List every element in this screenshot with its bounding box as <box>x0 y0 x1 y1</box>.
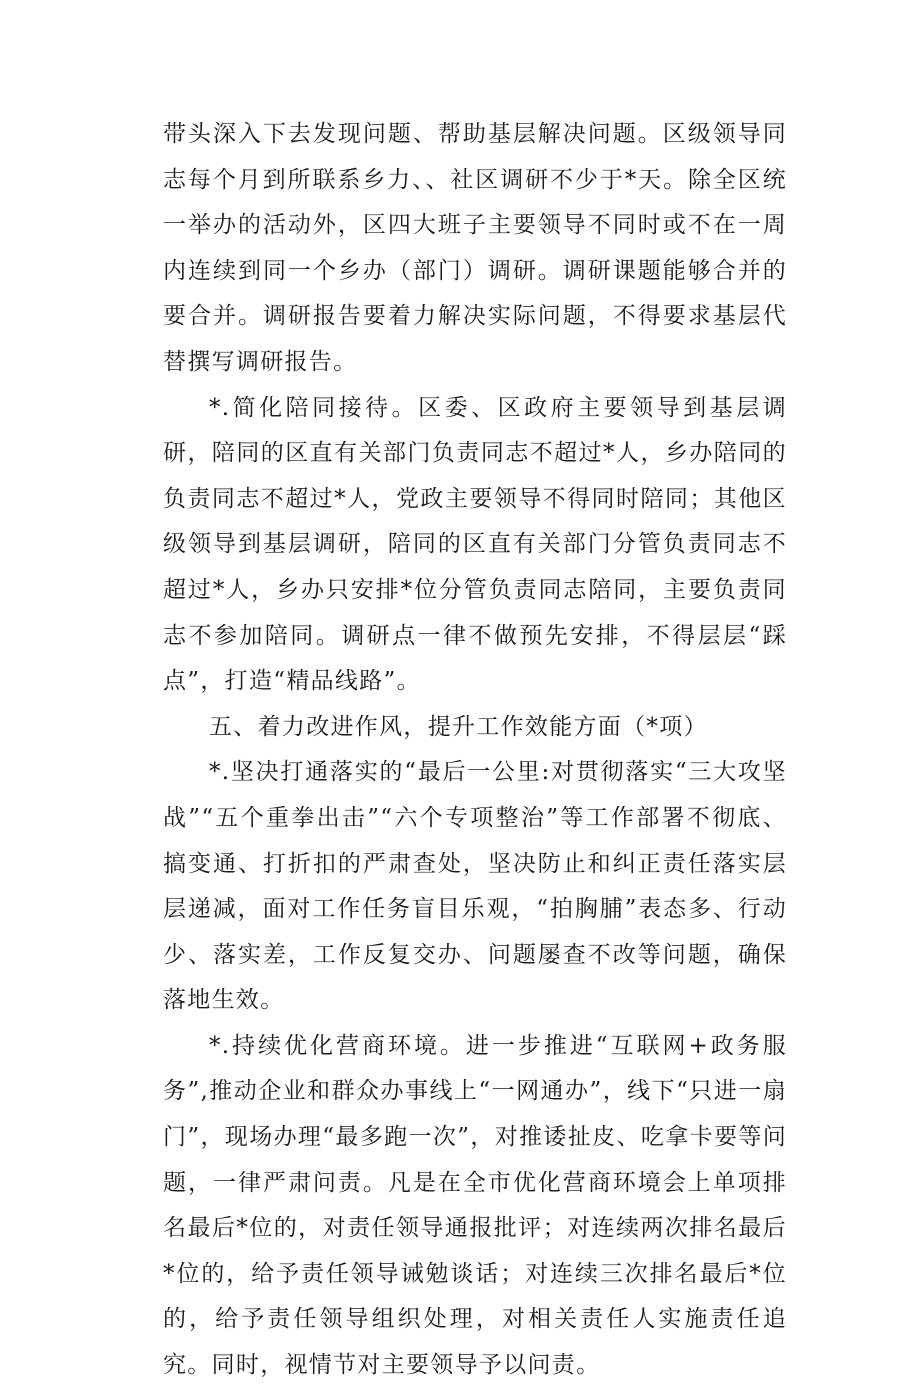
paragraph-research-requirements: 带头深入下去发现问题、帮助基层解决问题。区级领导同志每个月到所联系乡力、、社区调研不少于*天。除全区统一举办的活动外，区四大班子主要领导不同时或不在一周内连续到同一个乡办（部门）调研。调研课题能够合并的要合并。调研报告要着力解决实际问题，不得要求基层代替撰写调研报告。 <box>163 121 787 375</box>
paragraph-last-mile: *.坚决打通落实的“最后一公里:对贯彻落实“三大攻坚战”“五个重拳出击”“六个专项整治”等工作部署不彻底、搞变通、打折扣的严肃查处，坚决防止和纠正责任落实层层递减，面对工作任务盲目乐观，“拍胸脯”表态多、行动少、落实差，工作反复交办、问题屡查不改等问题，确保落地生效。 <box>163 759 787 1014</box>
paragraph-business-environment: *.持续优化营商环境。进一步推进“互联网+政务服务”,推动企业和群众办事线上“一网通办”，线下“只进一扇门”，现场办理“最多跑一次”，对推诿扯皮、吃拿卡要等问题，一律严肃问责。凡是在全市优化营商环境会上单项排名最后*位的，对责任领导通报批评；对连续两次排名最后*位的，给予责任领导诫勉谈话；对连续三次排名最后*位的，给予责任领导组织处理，对相关责任人实施责任追究。同时，视情节对主要领导予以问责。 <box>163 1032 787 1379</box>
paragraph-simplify-reception: *.简化陪同接待。区委、区政府主要领导到基层调研，陪同的区直有关部门负责同志不超过*人，乡办陪同的负责同志不超过*人，党政主要领导不得同时陪同；其他区级领导到基层调研，陪同的区直有关部门分管负责同志不超过*人，乡办只安排*位分管负责同志陪同，主要负责同志不参加陪同。调研点一律不做预先安排，不得层层“踩点”，打造“精品线路”。 <box>163 394 787 695</box>
document-body <box>163 112 787 1389</box>
section-heading-five: 五、着力改进作风，提升工作效能方面（*项） <box>209 713 708 740</box>
